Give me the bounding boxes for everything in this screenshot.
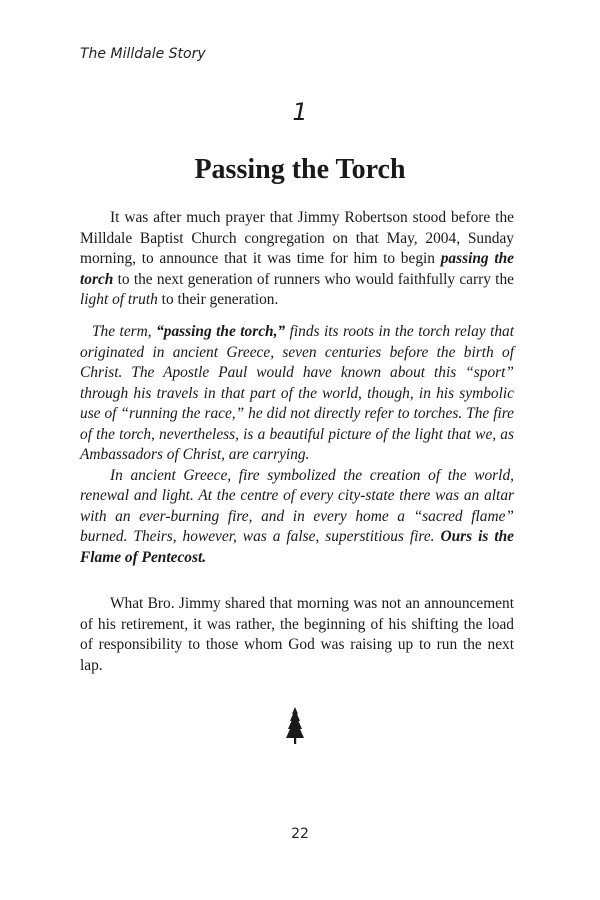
chapter-number: 1 — [292, 98, 308, 126]
quote-text-1a: The term, — [92, 323, 157, 340]
paragraph-intro-text-3: to their generation. — [157, 291, 279, 308]
paragraph-intro-text-2: to the next generation of runners who would faithfully carry the — [113, 270, 514, 288]
page-number: 22 — [291, 826, 309, 842]
quote-paragraph-1 — [80, 322, 514, 466]
quote-emphasis-passing-the-torch: “passing the torch,” — [156, 323, 286, 340]
tree-icon — [284, 706, 306, 746]
paragraph-intro — [80, 208, 514, 311]
quote-paragraph-2 — [80, 466, 514, 569]
quote-emphasis-flame-of-pentecost: Ours is the Flame of Pentecost. — [80, 528, 514, 566]
running-header: The Milldale Story — [80, 46, 206, 62]
italic-quote-block — [80, 322, 514, 568]
paragraph-closing: What Bro. Jimmy shared that morning was not an announcement of his retirement, it was rather, the beginning of his shifting the load of responsibility to those whom God was raising up to run the next lap. — [80, 595, 514, 674]
quote-text-1c: finds its roots in the torch relay that originated in ancient Greece, seven centuries before the birth of Christ. The Apostle Paul would have known about this “sport” through his travels in that part of the world, though, in his symbolic use of “running the race,” he did not directly refer to torches. The fire of the torch, nevertheless, is a beautiful picture of the light that we, as Ambassadors of Christ, are carrying. — [80, 323, 515, 463]
paragraph-intro-text-1: It was after much prayer that Jimmy Robertson stood before the Milldale Baptist Church congregation on that May, 2004, Sunday morning, to announce that it was time for him to begin — [80, 209, 514, 267]
quote-text-2a: In ancient Greece, fire symbolized the creation of the world, renewal and light. At the centre of every city-state there was an altar with an ever-burning fire, and in every home a “sacred flame” burned. Theirs, however, was a false, superstitious fire. — [80, 466, 514, 545]
emphasis-light-of-truth: light of truth — [80, 291, 158, 308]
chapter-title: Passing the Torch — [194, 154, 406, 185]
emphasis-passing-the-torch: passing the torch — [80, 250, 514, 288]
